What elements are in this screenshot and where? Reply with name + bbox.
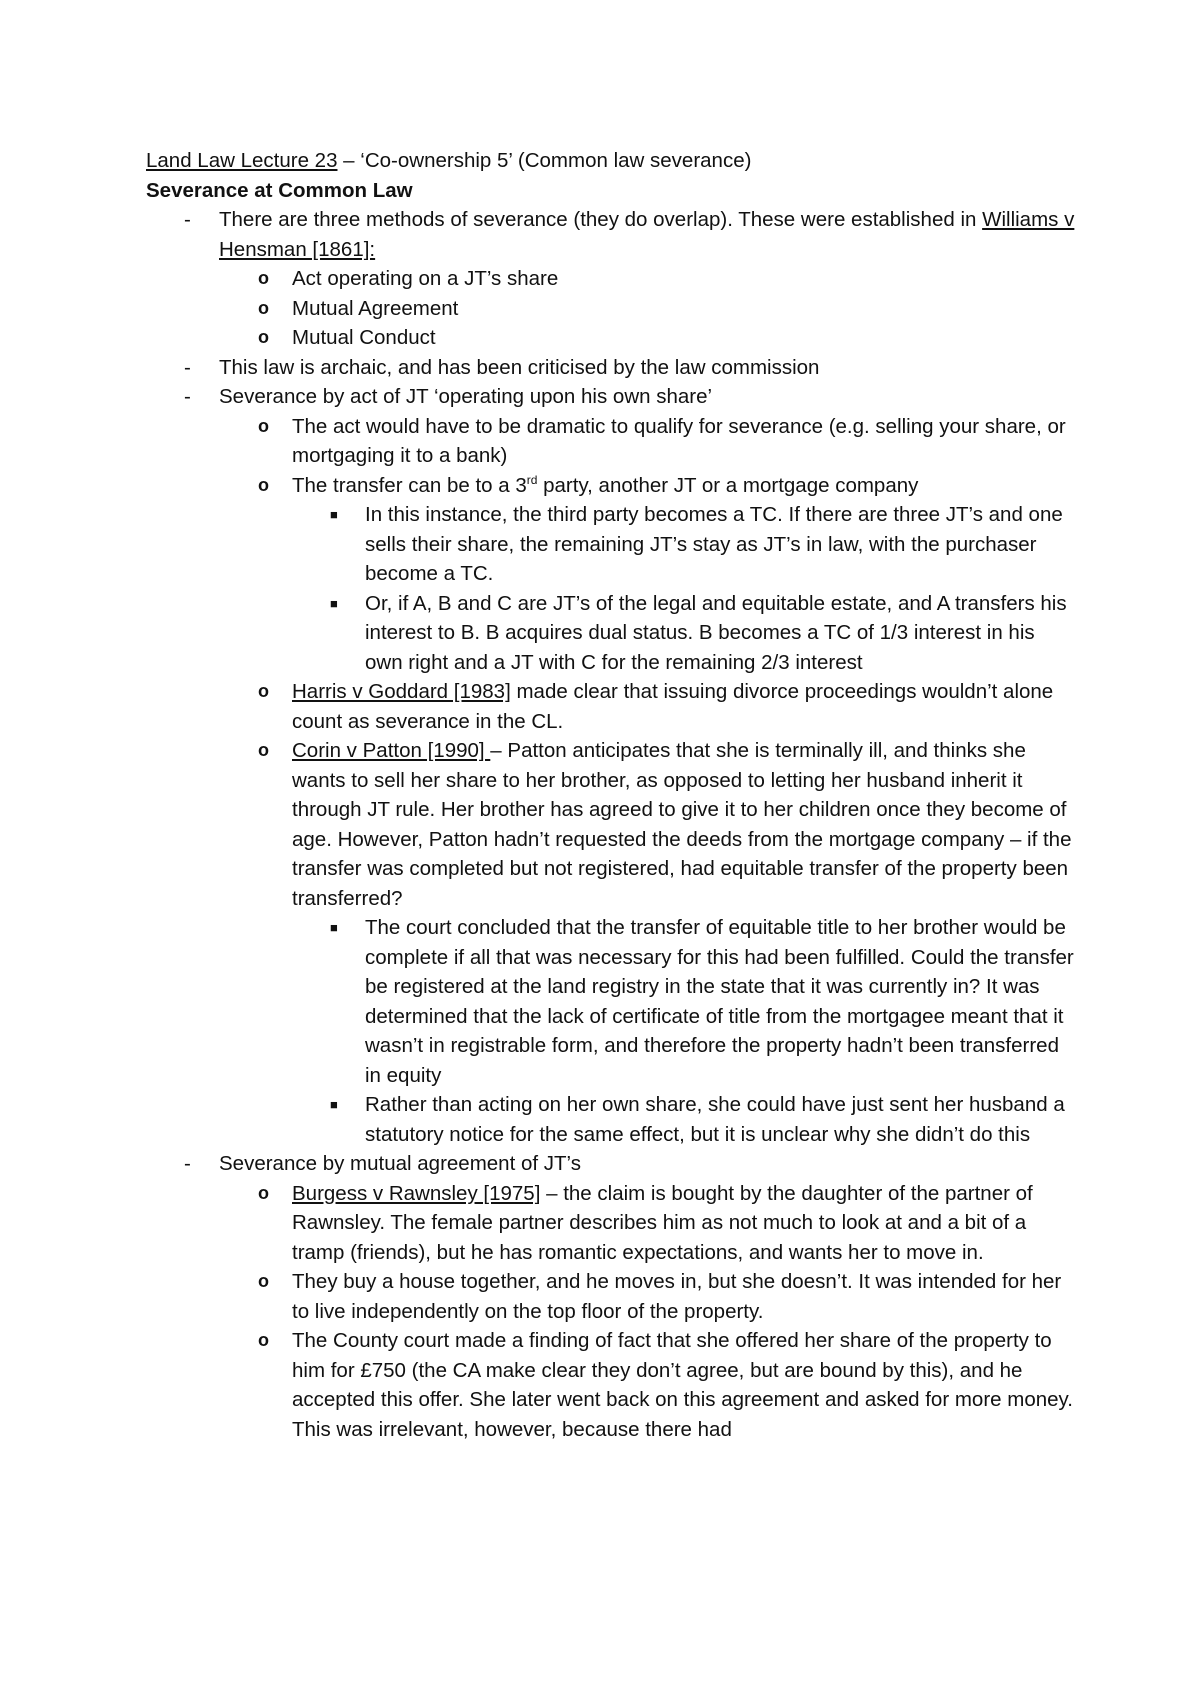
list-item — [146, 1179, 1076, 1268]
item-text: Or, if A, B and C are JT’s of the legal and equitable estate, and A transfers his interest to B. B acquires dual status. B becomes a TC of 1/3 interest in his own right and a JT with C for the remaining 2/3 interest — [365, 591, 1067, 674]
section-heading: Severance at Common Law — [146, 178, 413, 202]
dash-bullet: - — [184, 355, 191, 379]
circle-bullet: o — [258, 740, 269, 760]
circle-bullet: o — [258, 1271, 269, 1291]
title-lecture-number: Land Law Lecture 23 — [146, 149, 338, 172]
superscript: rd — [526, 472, 538, 487]
case-citation: Harris v Goddard [1983] — [292, 680, 511, 703]
item-text: made clear that issuing divorce proceedings wouldn’t alone count as severance in the CL. — [292, 680, 1054, 733]
list-item — [146, 382, 1076, 412]
item-text: The court concluded that the transfer of equitable title to her brother would be complete if all that was necessary for this had been fulfilled. Could the transfer be registered at the land registry in the state that it was currently in? It was determined that the lack of certificate of title from the mortgagee meant that it wasn’t in registrable form, and therefore the property hadn’t been transferred in equity — [365, 916, 1074, 1087]
list-item — [146, 677, 1076, 736]
item-text: Rather than acting on her own share, she could have just sent her husband a statutory notice for the same effect, but it is unclear why she didn’t do this — [365, 1093, 1065, 1146]
circle-bullet: o — [258, 1182, 269, 1203]
list-item — [146, 913, 1076, 1090]
item-text: Severance by act of JT ‘operating upon his own share’ — [219, 385, 713, 408]
list-item — [146, 205, 1076, 264]
list-item — [146, 264, 1076, 294]
list-item — [146, 294, 1076, 324]
circle-bullet: o — [258, 681, 269, 701]
title-topic: – ‘Co-ownership 5’ (Common law severance) — [337, 149, 752, 172]
list-item — [146, 412, 1076, 471]
list-item — [146, 1326, 1076, 1444]
list-item — [146, 471, 1076, 501]
list-item — [146, 353, 1076, 383]
item-text: Severance by mutual agreement of JT’s — [219, 1152, 581, 1175]
item-text: – Patton anticipates that she is terminally ill, and thinks she wants to sell her share to her brother, as opposed to letting her husband inherit it through JT rule. Her brother has agreed to give it to her children once they become of age. However, Patton hadn’t requested the deeds from the mortgage company – if the transfer was completed but not registered, had equitable transfer of the property been transferred? — [292, 739, 1072, 910]
item-text: – the claim is bought by the daughter of the partner of Rawnsley. The female partner describes him as not much to look at and a bit of a tramp (friends), but he has romantic expectations, and wants her to move in. — [292, 1181, 1033, 1264]
item-text: The transfer can be to a 3 — [292, 473, 527, 497]
list-item — [146, 1267, 1076, 1326]
list-item — [146, 736, 1076, 913]
item-text: Mutual Agreement — [292, 296, 459, 320]
circle-bullet: o — [258, 415, 269, 436]
item-text: The County court made a finding of fact that she offered her share of the property to him for £750 (the CA make clear they don’t agree, but are bound by this), and he accepted this offer. She later went back on this agreement and asked for more money. This was irrelevant, however, because there had — [292, 1329, 1073, 1441]
item-text: In this instance, the third party becomes a TC. If there are three JT’s and one sells their share, the remaining JT’s stay as JT’s in law, with the purchaser become a TC. — [365, 503, 1063, 585]
item-text: There are three methods of severance (they do overlap). These were established in — [219, 208, 983, 231]
item-text: The act would have to be dramatic to qualify for severance (e.g. selling your share, or mortgaging it to a bank) — [292, 414, 1066, 467]
circle-bullet: o — [258, 474, 269, 495]
item-text: party, another JT or a mortgage company — [537, 473, 919, 497]
list-item — [146, 1149, 1076, 1179]
lecture-notes — [146, 146, 1076, 1444]
item-text: Mutual Conduct — [292, 326, 436, 349]
dash-bullet: - — [184, 1152, 191, 1175]
document-title — [146, 146, 1076, 176]
list-item — [146, 589, 1076, 678]
case-citation: Williams v Hensman [1861]: — [219, 208, 1075, 261]
square-bullet: ■ — [330, 507, 338, 522]
case-citation: Burgess v Rawnsley [1975] — [292, 1181, 541, 1205]
list-item — [146, 323, 1076, 353]
square-bullet: ■ — [330, 595, 338, 611]
item-text: This law is archaic, and has been criticised by the law commission — [219, 355, 820, 379]
dash-bullet: - — [184, 385, 191, 408]
square-bullet: ■ — [330, 920, 338, 935]
dash-bullet: - — [184, 208, 191, 231]
circle-bullet: o — [258, 1330, 269, 1350]
item-text: They buy a house together, and he moves in, but she doesn’t. It was intended for her to live independently on the top floor of the property. — [292, 1270, 1062, 1323]
square-bullet: ■ — [330, 1097, 338, 1112]
list-item — [146, 500, 1076, 589]
circle-bullet: o — [258, 268, 269, 288]
circle-bullet: o — [258, 327, 269, 347]
case-citation: Corin v Patton [1990] — [292, 739, 491, 762]
list-item — [146, 1090, 1076, 1149]
circle-bullet: o — [258, 297, 269, 318]
item-text: Act operating on a JT’s share — [292, 267, 559, 290]
